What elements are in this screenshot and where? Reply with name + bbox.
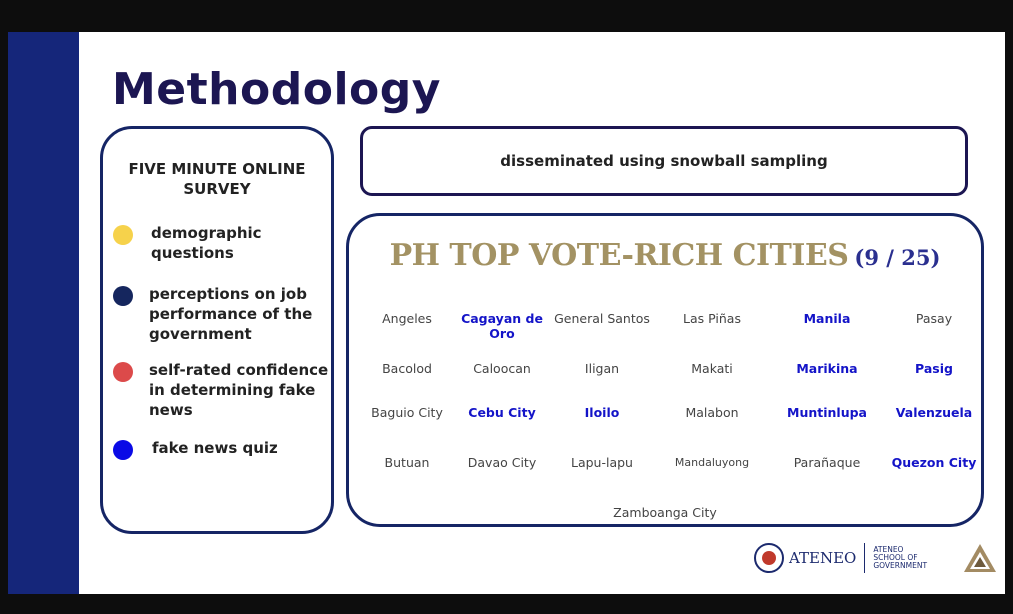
bullet-text: self-rated confidence in determining fake news (149, 361, 329, 419)
city-item: Cagayan de Oro (461, 311, 543, 341)
city-item: Parañaque (793, 455, 861, 470)
navy-dot-icon (113, 286, 133, 306)
logo-bar (754, 540, 997, 576)
cities-panel (346, 213, 984, 527)
logo-divider (864, 543, 865, 573)
yellow-dot-icon (113, 225, 133, 245)
city-item: Pasig (915, 361, 953, 376)
sog-line: SCHOOL OF (873, 553, 918, 562)
city-item: Iligan (584, 361, 620, 376)
slide (8, 32, 1005, 594)
red-dot-icon (113, 362, 133, 382)
survey-bullet (113, 360, 329, 420)
city-item: Caloocan (473, 361, 531, 376)
ateneo-seal-icon (754, 543, 784, 573)
city-item: Mandaluyong (674, 456, 750, 469)
city-item: Iloilo (584, 405, 620, 420)
blue-dot-icon (113, 440, 133, 460)
city-item: Muntinlupa (787, 405, 867, 420)
ateneo-wordmark: ATENEO (789, 549, 857, 567)
survey-panel (100, 126, 334, 534)
school-of-government-logo (873, 546, 943, 570)
cities-title (349, 238, 981, 273)
cities-title-text: PH TOP VOTE-RICH CITIES (389, 238, 849, 273)
city-item: Marikina (796, 361, 858, 376)
city-item: Baguio City (371, 405, 443, 420)
survey-bullet (113, 223, 313, 263)
dissemination-panel (360, 126, 968, 196)
bullet-text: perceptions on job performance of the government (149, 285, 313, 343)
city-item: Davao City (467, 455, 537, 470)
dissemination-text: disseminated using snowball sampling (500, 152, 828, 170)
sog-line: ATENEO (873, 545, 904, 554)
sog-line: GOVERNMENT (873, 561, 928, 570)
slide-title: Methodology (112, 64, 441, 115)
city-item: Makati (691, 361, 733, 376)
city-item: General Santos (554, 311, 650, 326)
city-item: Quezon City (891, 455, 977, 470)
city-item: Butuan (384, 455, 430, 470)
city-item: Cebu City (468, 405, 536, 420)
bullet-text: demographic questions (151, 224, 262, 262)
survey-bullet (113, 284, 323, 344)
triangle-logo-icon (963, 543, 997, 573)
city-item: Lapu-lapu (571, 455, 633, 470)
city-item: Malabon (685, 405, 739, 420)
survey-title: FIVE MINUTE ONLINE SURVEY (128, 160, 306, 198)
city-item: Valenzuela (895, 405, 973, 420)
city-item: Bacolod (382, 361, 432, 376)
city-item: Pasay (915, 311, 953, 326)
survey-bullet (113, 438, 323, 460)
sidebar-accent-bar (8, 32, 79, 594)
city-item: Las Piñas (683, 311, 741, 326)
city-item: Zamboanga City (613, 505, 717, 520)
city-item: Angeles (382, 311, 432, 326)
bullet-text: fake news quiz (152, 439, 278, 457)
cities-count: (9 / 25) (854, 245, 941, 270)
city-item: Manila (803, 311, 851, 326)
